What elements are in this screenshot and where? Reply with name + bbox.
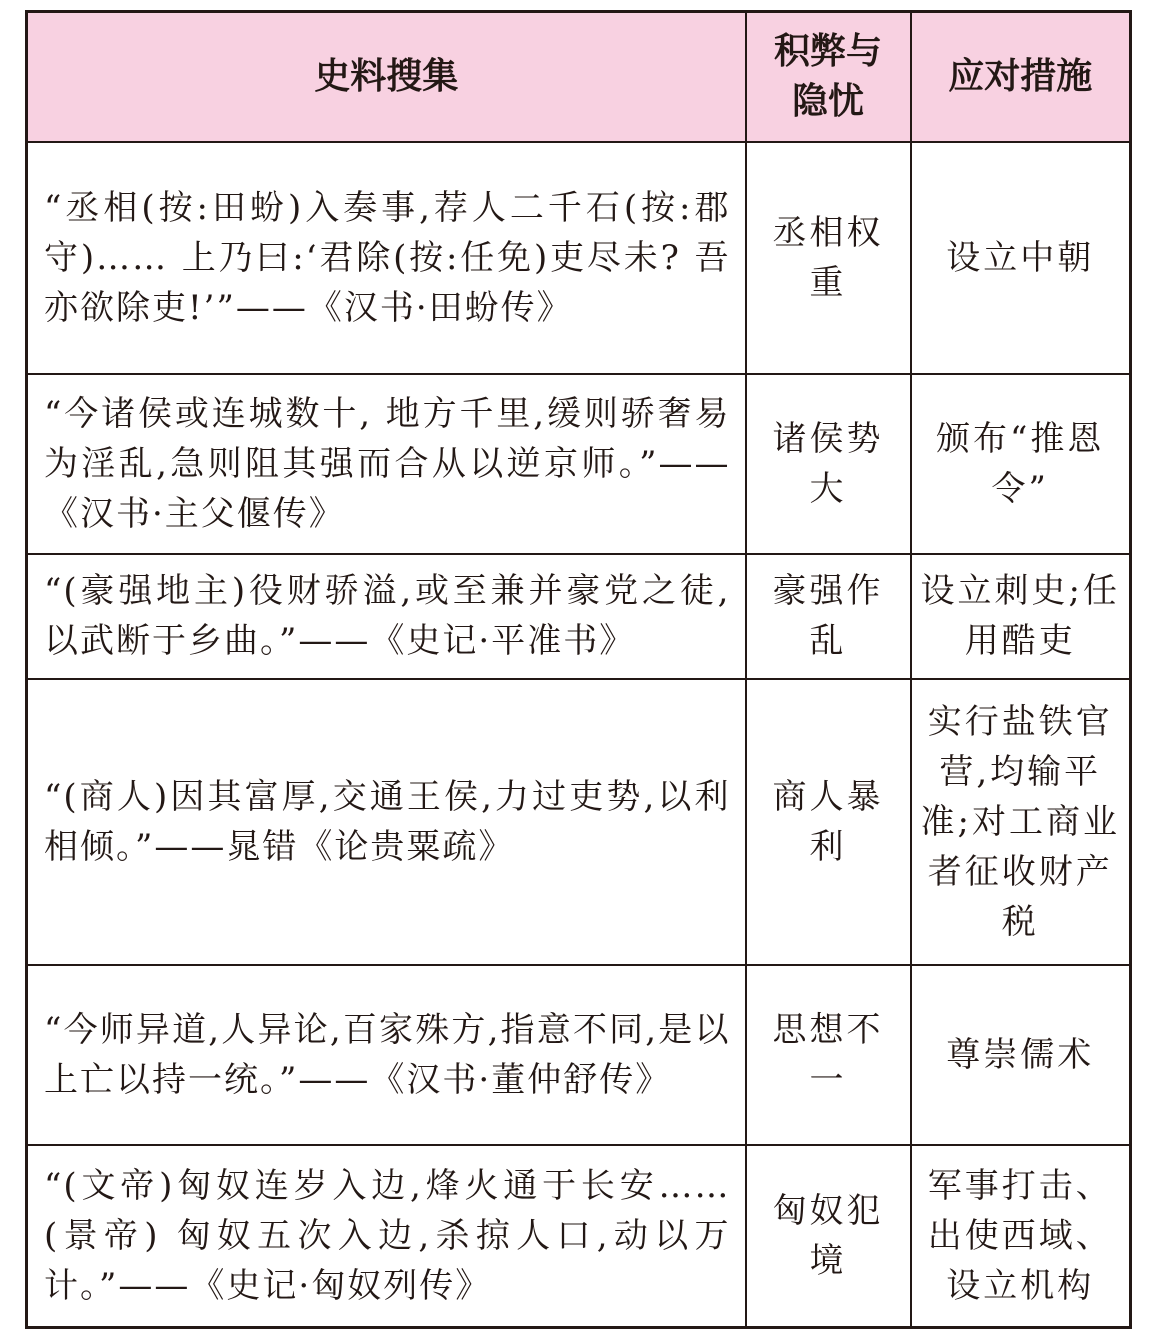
source-cell: “(文帝)匈奴连岁入边,烽火通于长安……(景帝) 匈奴五次入边,杀掠人口,动以万计。”——《史记·匈奴列传》 xyxy=(27,1145,746,1328)
header-problem xyxy=(746,12,911,142)
problem-cell: 商人暴利 xyxy=(746,679,911,965)
problem-cell: 诸侯势大 xyxy=(746,374,911,554)
source-cell: “今师异道,人异论,百家殊方,指意不同,是以上亡以持一统。”——《汉书·董仲舒传》 xyxy=(27,965,746,1145)
table-row xyxy=(27,554,1131,679)
measure-cell: 设立中朝 xyxy=(911,142,1131,374)
problem-cell: 丞相权重 xyxy=(746,142,911,374)
table-row xyxy=(27,679,1131,965)
measure-cell: 设立刺史;任用酷吏 xyxy=(911,554,1131,679)
measure-cell: 军事打击、出使西域、设立机构 xyxy=(911,1145,1131,1328)
source-cell: “今诸侯或连城数十, 地方千里,缓则骄奢易为淫乱,急则阻其强而合从以逆京师。”——《汉书·主父偃传》 xyxy=(27,374,746,554)
measure-cell: 尊崇儒术 xyxy=(911,965,1131,1145)
table-row xyxy=(27,1145,1131,1328)
table-row xyxy=(27,374,1131,554)
history-table xyxy=(25,10,1132,1329)
measure-cell: 颁布“推恩令” xyxy=(911,374,1131,554)
header-problem-label: 积弊与隐忧 xyxy=(773,30,882,122)
source-cell: “丞相(按:田蚡)入奏事,荐人二千石(按:郡守)…… 上乃曰:‘君除(按:任免)吏尽未? 吾亦欲除吏!’”——《汉书·田蚡传》 xyxy=(27,142,746,374)
header-source: 史料搜集 xyxy=(27,12,746,142)
problem-cell: 匈奴犯境 xyxy=(746,1145,911,1328)
measure-cell: 实行盐铁官营,均输平准;对工商业者征收财产税 xyxy=(911,679,1131,965)
table-row xyxy=(27,965,1131,1145)
problem-cell: 豪强作乱 xyxy=(746,554,911,679)
source-cell: “(豪强地主)役财骄溢,或至兼并豪党之徒,以武断于乡曲。”——《史记·平准书》 xyxy=(27,554,746,679)
problem-cell: 思想不一 xyxy=(746,965,911,1145)
source-cell: “(商人)因其富厚,交通王侯,力过吏势,以利相倾。”——晁错《论贵粟疏》 xyxy=(27,679,746,965)
table-row xyxy=(27,142,1131,374)
header-row xyxy=(27,12,1131,142)
header-measure: 应对措施 xyxy=(911,12,1131,142)
